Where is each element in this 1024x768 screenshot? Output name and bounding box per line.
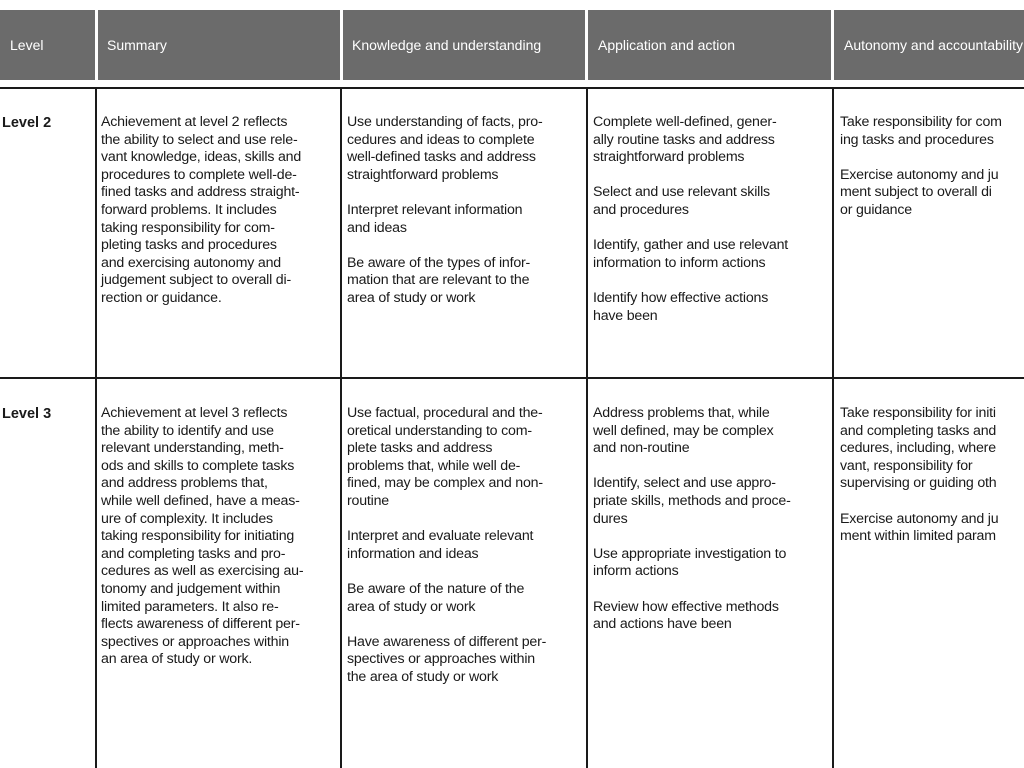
- text-line: Exercise autonomy and ju: [840, 166, 999, 183]
- paragraph: [593, 114, 788, 167]
- text-line: straightforward problems: [347, 166, 499, 183]
- text-line: rection or guidance.: [101, 289, 222, 306]
- text-line: ods and skills to complete tasks: [101, 457, 295, 474]
- paragraph: [593, 475, 791, 528]
- cell-knowledge-level-2: [347, 114, 543, 308]
- text-line: an area of study or work.: [101, 651, 253, 668]
- text-line: pleting tasks and procedures: [101, 237, 277, 254]
- text-line: forward problems. It includes: [101, 201, 277, 218]
- text-line: procedures to complete well-de-: [101, 166, 297, 183]
- text-line: Use factual, procedural and the-: [347, 405, 543, 421]
- paragraph: [593, 546, 791, 581]
- text-line: and completing tasks and pro-: [101, 545, 286, 562]
- paragraph: [347, 634, 546, 687]
- header-divider: [831, 10, 834, 80]
- row-border: [0, 377, 1024, 379]
- text-line: vant knowledge, ideas, skills and: [101, 149, 302, 166]
- text-line: ure of complexity. It includes: [101, 510, 273, 527]
- header-application: Application and action: [598, 37, 735, 53]
- text-line: ally routine tasks and address: [593, 131, 775, 148]
- text-line: Select and use relevant skills: [593, 184, 770, 201]
- text-line: Interpret relevant information: [347, 201, 523, 218]
- paragraph: [347, 581, 546, 616]
- column-border: [340, 87, 342, 377]
- paragraph: [347, 528, 546, 563]
- text-line: Exercise autonomy and ju: [840, 510, 999, 527]
- text-line: Take responsibility for initi: [840, 405, 996, 421]
- paragraph: [347, 202, 543, 237]
- text-line: while well defined, have a meas-: [101, 492, 300, 509]
- text-line: well defined, may be complex: [593, 422, 774, 439]
- text-line: Achievement at level 3 reflects: [101, 405, 288, 421]
- paragraph: [840, 405, 998, 493]
- text-line: Achievement at level 2 reflects: [101, 114, 288, 130]
- text-line: Identify, select and use appro-: [593, 475, 776, 492]
- text-line: taking responsibility for initiating: [101, 528, 295, 545]
- column-border: [340, 379, 342, 768]
- paragraph: [347, 114, 543, 184]
- text-line: oretical understanding to com-: [347, 422, 532, 439]
- paragraph: [840, 511, 998, 546]
- text-line: fined tasks and address straight-: [101, 184, 300, 201]
- text-line: ment subject to overall di: [840, 184, 992, 201]
- header-divider: [585, 10, 588, 80]
- text-line: cedures as well as exercising au-: [101, 563, 304, 580]
- cell-autonomy-level-2: [840, 114, 1002, 220]
- paragraph: [347, 255, 543, 308]
- text-line: Be aware of the nature of the: [347, 580, 525, 597]
- text-line: or guidance: [840, 201, 912, 218]
- text-line: and exercising autonomy and: [101, 254, 281, 271]
- paragraph: [593, 184, 788, 219]
- text-line: flects awareness of different per-: [101, 616, 300, 633]
- text-line: supervising or guiding oth: [840, 475, 997, 492]
- text-line: and non-routine: [593, 440, 690, 457]
- text-line: and actions have been: [593, 616, 732, 633]
- paragraph: [593, 599, 791, 634]
- paragraph: [347, 405, 546, 511]
- text-line: spectives or approaches within: [101, 633, 289, 650]
- text-line: limited parameters. It also re-: [101, 598, 279, 615]
- text-line: relevant understanding, meth-: [101, 440, 284, 457]
- header-autonomy: Autonomy and accountability: [844, 37, 1023, 53]
- column-border: [586, 87, 588, 377]
- header-summary: Summary: [107, 37, 167, 53]
- text-line: well-defined tasks and address: [347, 149, 536, 166]
- text-line: Be aware of the types of infor-: [347, 254, 531, 271]
- text-line: priate skills, methods and proce-: [593, 492, 791, 509]
- cell-application-level-3: [593, 405, 791, 634]
- text-line: Use understanding of facts, pro-: [347, 114, 543, 130]
- text-line: Review how effective methods: [593, 598, 779, 615]
- text-line: taking responsibility for com-: [101, 219, 275, 236]
- text-line: the ability to select and use rele-: [101, 131, 298, 148]
- text-line: fined, may be complex and non-: [347, 475, 543, 492]
- text-line: judgement subject to overall di-: [101, 272, 291, 289]
- text-line: the ability to identify and use: [101, 422, 274, 439]
- row-level-label: Level 2: [2, 115, 52, 131]
- text-line: dures: [593, 510, 628, 527]
- cell-summary-level-3: [101, 405, 303, 669]
- paragraph: [840, 114, 1002, 149]
- text-line: ing tasks and procedures: [840, 131, 994, 148]
- cell-autonomy-level-3: [840, 405, 998, 546]
- text-line: routine: [347, 492, 389, 509]
- cell-knowledge-level-3: [347, 405, 546, 687]
- column-border: [832, 87, 834, 377]
- text-line: spectives or approaches within: [347, 651, 535, 668]
- text-line: area of study or work: [347, 598, 476, 615]
- text-line: and address problems that,: [101, 475, 268, 492]
- paragraph: [593, 405, 791, 458]
- cell-summary-level-2: [101, 114, 301, 308]
- header-level: Level: [10, 37, 44, 53]
- paragraph: [593, 237, 788, 272]
- cell-application-level-2: [593, 114, 788, 325]
- text-line: cedures, including, where: [840, 440, 996, 457]
- paragraph: [840, 167, 1002, 220]
- text-line: straightforward problems: [593, 149, 745, 166]
- column-border: [832, 379, 834, 768]
- text-line: have been: [593, 307, 658, 324]
- text-line: Take responsibility for com: [840, 114, 1002, 130]
- text-line: Identify, gather and use relevant: [593, 237, 789, 254]
- text-line: cedures and ideas to complete: [347, 131, 535, 148]
- row-border: [0, 87, 1024, 89]
- text-line: Have awareness of different per-: [347, 633, 547, 650]
- row-level-label: Level 3: [2, 406, 52, 422]
- text-line: inform actions: [593, 563, 679, 580]
- column-border: [95, 87, 97, 377]
- text-line: and procedures: [593, 201, 689, 218]
- text-line: Address problems that, while: [593, 405, 770, 421]
- header-divider: [340, 10, 343, 80]
- text-line: vant, responsibility for: [840, 457, 973, 474]
- header-knowledge: Knowledge and understanding: [352, 37, 542, 53]
- text-line: ment within limited param: [840, 528, 996, 545]
- text-line: the area of study or work: [347, 668, 499, 685]
- column-border: [95, 379, 97, 768]
- text-line: and completing tasks and: [840, 422, 997, 439]
- text-line: Use appropriate investigation to: [593, 545, 787, 562]
- text-line: tonomy and judgement within: [101, 580, 281, 597]
- text-line: plete tasks and address: [347, 440, 493, 457]
- text-line: problems that, while well de-: [347, 457, 521, 474]
- text-line: Identify how effective actions: [593, 289, 769, 306]
- text-line: information to inform actions: [593, 254, 766, 271]
- column-border: [586, 379, 588, 768]
- paragraph: [593, 290, 788, 325]
- text-line: area of study or work: [347, 289, 476, 306]
- text-line: mation that are relevant to the: [347, 272, 530, 289]
- text-line: information and ideas: [347, 545, 479, 562]
- text-line: and ideas: [347, 219, 407, 236]
- header-divider: [95, 10, 98, 80]
- text-line: Interpret and evaluate relevant: [347, 528, 534, 545]
- text-line: Complete well-defined, gener-: [593, 114, 777, 130]
